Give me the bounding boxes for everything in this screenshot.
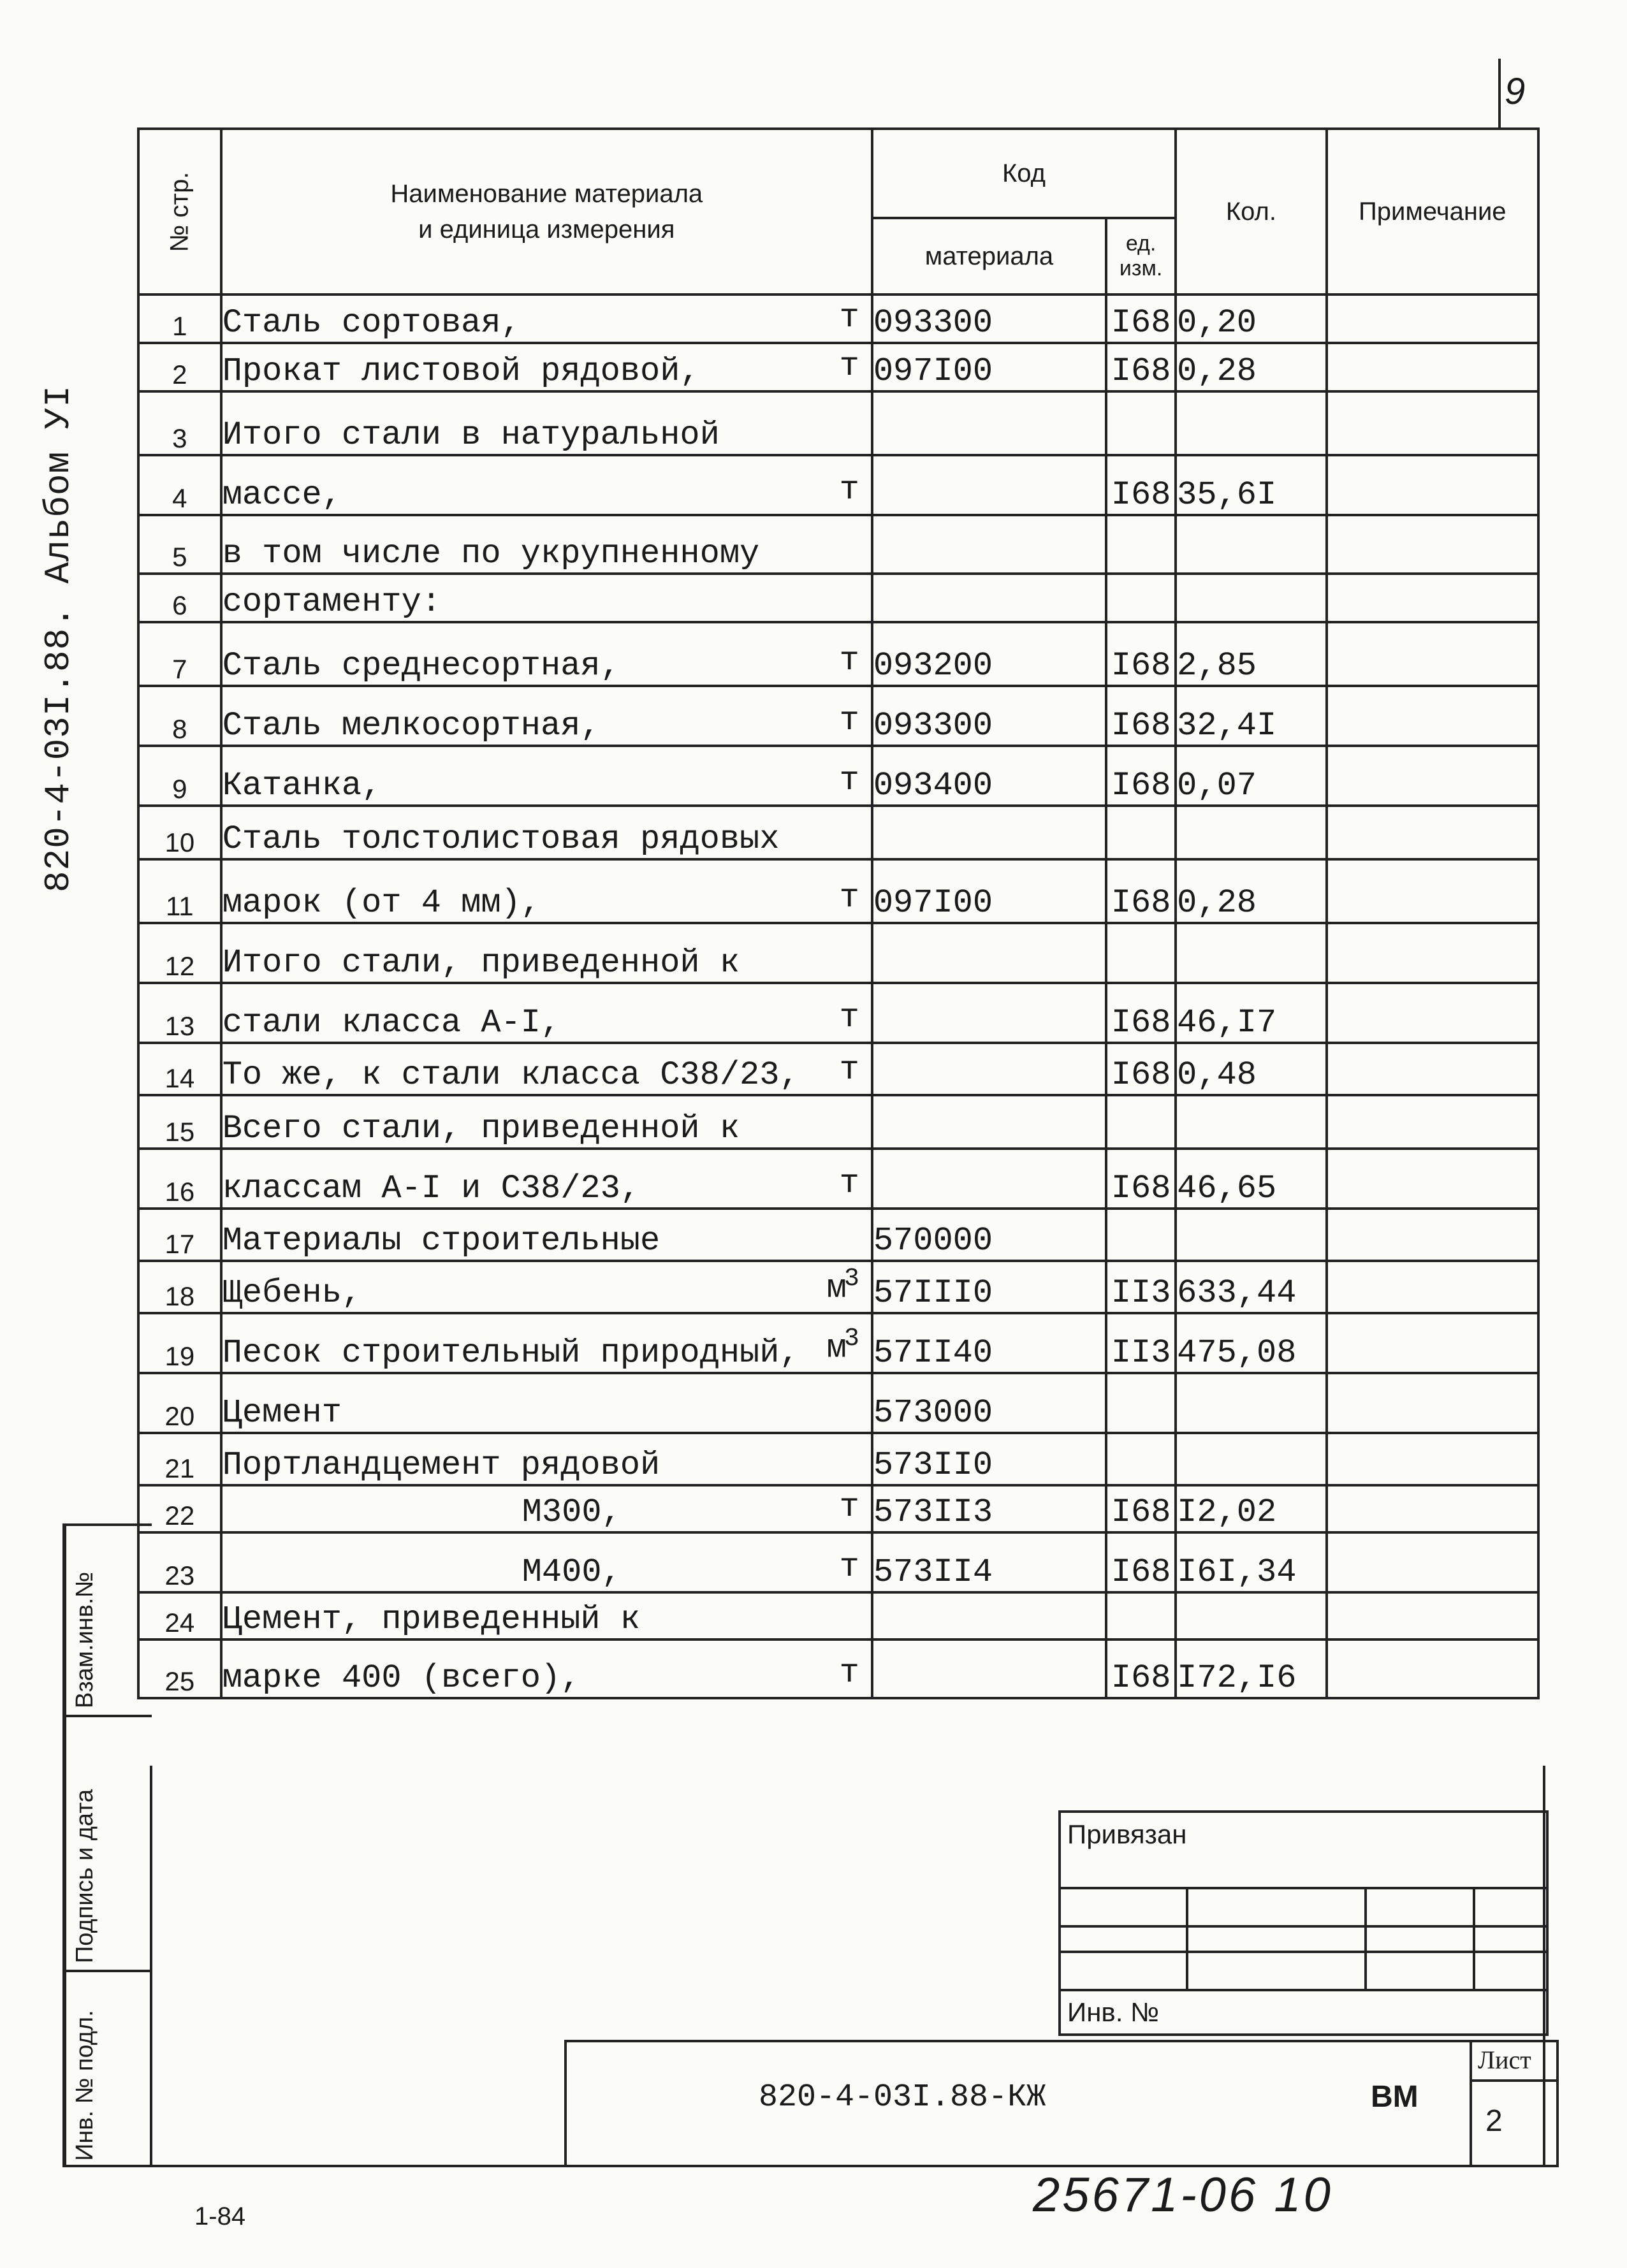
unit-code: I68 <box>1106 455 1176 515</box>
material-name <box>221 574 872 622</box>
privyazan-label: Привязан <box>1060 1812 1547 1888</box>
unit-code: I68 <box>1106 686 1176 746</box>
material-name-text: Портландцемент рядовой <box>222 1446 660 1484</box>
unit-code <box>1106 1373 1176 1433</box>
stamp-inv-podl: Инв. № подл. <box>71 2010 98 2161</box>
material-name-text: Итого стали, приведенной к <box>222 944 740 982</box>
material-name <box>221 622 872 686</box>
row-number: 23 <box>138 1532 221 1592</box>
quantity: I72,I6 <box>1176 1639 1326 1698</box>
quantity: 475,08 <box>1176 1313 1326 1373</box>
unit-symbol <box>840 471 859 509</box>
material-name-text: классам А-I и С38/23, <box>222 1170 641 1207</box>
document-type: ВМ <box>1371 2080 1419 2114</box>
material-code <box>872 1149 1106 1209</box>
note <box>1327 574 1538 622</box>
row-number: 22 <box>138 1485 221 1532</box>
material-name-text: Сталь толстолистовая рядовых <box>222 820 780 858</box>
material-code: 093300 <box>872 294 1106 343</box>
material-name-text: Песок строительный природный, <box>222 1334 799 1372</box>
table-row <box>138 746 1538 806</box>
material-name-text: Цемент, приведенный к <box>222 1601 641 1638</box>
material-name <box>221 1532 872 1592</box>
sheet-divider <box>1470 2079 1559 2082</box>
row-number: 15 <box>138 1095 221 1149</box>
material-name-text: Итого стали в натуральной <box>222 416 720 454</box>
unit-code: I68 <box>1106 1043 1176 1095</box>
note <box>1327 1592 1538 1639</box>
header-quantity: Кол. <box>1176 129 1326 294</box>
row-number: 19 <box>138 1313 221 1373</box>
unit-code: II3 <box>1106 1313 1176 1373</box>
unit-code: II3 <box>1106 1261 1176 1313</box>
quantity <box>1176 1373 1326 1433</box>
note <box>1327 391 1538 455</box>
material-name <box>221 455 872 515</box>
row-number: 4 <box>138 455 221 515</box>
quantity <box>1176 1592 1326 1639</box>
material-name <box>221 294 872 343</box>
quantity <box>1176 391 1326 455</box>
table-row <box>138 1149 1538 1209</box>
note <box>1327 455 1538 515</box>
unit-code: I68 <box>1106 622 1176 686</box>
form-code: 1-84 <box>194 2202 246 2230</box>
note <box>1327 1532 1538 1592</box>
material-code <box>872 574 1106 622</box>
note <box>1327 1373 1538 1433</box>
row-number: 3 <box>138 391 221 455</box>
material-name <box>221 1149 872 1209</box>
row-number: 9 <box>138 746 221 806</box>
material-name-text: Материалы строительные <box>222 1222 660 1260</box>
unit-code <box>1106 923 1176 983</box>
row-number: 21 <box>138 1433 221 1485</box>
quantity <box>1176 574 1326 622</box>
material-name <box>221 859 872 923</box>
note <box>1327 923 1538 983</box>
unit-code: I68 <box>1106 859 1176 923</box>
table-row <box>138 1095 1538 1149</box>
table-row <box>138 1313 1538 1373</box>
row-number: 18 <box>138 1261 221 1313</box>
material-name <box>221 1433 872 1485</box>
note <box>1327 1485 1538 1532</box>
unit-symbol <box>840 1488 859 1526</box>
row-number: 12 <box>138 923 221 983</box>
note <box>1327 294 1538 343</box>
unit-code: I68 <box>1106 1149 1176 1209</box>
material-name <box>221 1313 872 1373</box>
unit-symbol <box>840 762 859 799</box>
material-code <box>872 1043 1106 1095</box>
material-code <box>872 515 1106 574</box>
quantity: 2,85 <box>1176 622 1326 686</box>
stamp-divider <box>62 1715 152 1717</box>
quantity: 0,28 <box>1176 343 1326 391</box>
table-row <box>138 515 1538 574</box>
row-number: 1 <box>138 294 221 343</box>
unit-symbol-text: т <box>839 702 859 739</box>
note <box>1327 1095 1538 1149</box>
material-name <box>221 391 872 455</box>
note <box>1327 515 1538 574</box>
quantity <box>1176 1209 1326 1261</box>
tb-cell <box>1474 1926 1547 1952</box>
table-row <box>138 391 1538 455</box>
header-code: Код <box>872 129 1176 218</box>
sheet-label: Лист <box>1478 2046 1531 2074</box>
header-unit-code: ед. изм. <box>1106 218 1176 294</box>
quantity: 0,20 <box>1176 294 1326 343</box>
material-name <box>221 1043 872 1095</box>
tb-cell <box>1474 1952 1547 1990</box>
table-row <box>138 983 1538 1043</box>
quantity: 0,28 <box>1176 859 1326 923</box>
header-material-code: материала <box>872 218 1106 294</box>
note <box>1327 746 1538 806</box>
document-code: 820-4-03I.88-КЖ <box>759 2079 1046 2116</box>
note <box>1327 859 1538 923</box>
unit-superscript: 3 <box>843 1324 859 1353</box>
material-code <box>872 806 1106 859</box>
unit-code <box>1106 515 1176 574</box>
table-row <box>138 622 1538 686</box>
material-name-text: массе, <box>222 476 342 514</box>
tb-cell <box>1187 1926 1366 1952</box>
page-number: 9 <box>1505 71 1526 112</box>
table-row <box>138 859 1538 923</box>
unit-symbol-text: м <box>826 1269 847 1307</box>
tb-cell <box>1187 1952 1366 1990</box>
unit-symbol-text: т <box>839 762 859 799</box>
frame-left-line <box>150 1766 152 2167</box>
header-note: Примечание <box>1327 129 1538 294</box>
note <box>1327 343 1538 391</box>
header-material-name: Наименование материала и единица измерения <box>221 129 872 294</box>
stamp-divider <box>62 2165 152 2167</box>
material-code <box>872 455 1106 515</box>
tb-cell <box>1474 1888 1547 1926</box>
unit-code: I68 <box>1106 1639 1176 1698</box>
quantity <box>1176 1095 1326 1149</box>
row-number: 14 <box>138 1043 221 1095</box>
stamp-column-border <box>62 1523 66 2167</box>
table-row <box>138 1209 1538 1261</box>
table-row <box>138 686 1538 746</box>
row-number: 11 <box>138 859 221 923</box>
note <box>1327 1149 1538 1209</box>
unit-code: I68 <box>1106 1532 1176 1592</box>
table-row <box>138 574 1538 622</box>
material-code: 093200 <box>872 622 1106 686</box>
unit-symbol-text: т <box>839 347 859 385</box>
unit-code <box>1106 1209 1176 1261</box>
tb-cell <box>1060 1952 1187 1990</box>
unit-symbol-text: т <box>839 1051 859 1089</box>
unit-code: I68 <box>1106 746 1176 806</box>
row-number: 16 <box>138 1149 221 1209</box>
unit-symbol-text: т <box>839 1488 859 1526</box>
note <box>1327 983 1538 1043</box>
unit-code <box>1106 574 1176 622</box>
unit-symbol <box>827 1325 859 1367</box>
row-number: 10 <box>138 806 221 859</box>
tb-cell <box>1060 1926 1187 1952</box>
table-row <box>138 1485 1538 1532</box>
material-code <box>872 1095 1106 1149</box>
material-code: 573000 <box>872 1373 1106 1433</box>
material-name-text: в том числе по укрупненному <box>222 535 760 572</box>
header-row-number: № стр. <box>138 129 221 294</box>
tb-cell <box>1366 1952 1474 1990</box>
quantity <box>1176 923 1326 983</box>
material-name <box>221 1261 872 1313</box>
material-name-text: М400, <box>522 1553 622 1591</box>
material-code: 57III0 <box>872 1261 1106 1313</box>
material-code <box>872 923 1106 983</box>
material-code <box>872 1592 1106 1639</box>
stamp-vzam-inv: Взам.инв.№ <box>71 1571 98 1708</box>
table-row <box>138 1261 1538 1313</box>
unit-code: I68 <box>1106 294 1176 343</box>
inv-no-label: Инв. № <box>1060 1990 1547 2035</box>
unit-code <box>1106 1433 1176 1485</box>
unit-symbol-text: т <box>839 1165 859 1202</box>
material-name <box>221 1592 872 1639</box>
material-name-text: То же, к стали класса С38/23, <box>222 1056 799 1094</box>
material-name <box>221 1209 872 1261</box>
quantity: 35,6I <box>1176 455 1326 515</box>
table-row <box>138 1433 1538 1485</box>
quantity: 46,65 <box>1176 1149 1326 1209</box>
unit-code: I68 <box>1106 1485 1176 1532</box>
unit-code <box>1106 1095 1176 1149</box>
quantity: I2,02 <box>1176 1485 1326 1532</box>
material-name-text: Щебень, <box>222 1274 362 1312</box>
unit-code <box>1106 806 1176 859</box>
material-name-text: Сталь сортовая, <box>222 304 521 342</box>
material-name <box>221 746 872 806</box>
table-row <box>138 1639 1538 1698</box>
material-name <box>221 515 872 574</box>
material-name <box>221 343 872 391</box>
material-code: 57II40 <box>872 1313 1106 1373</box>
material-name <box>221 686 872 746</box>
material-name <box>221 806 872 859</box>
quantity: I6I,34 <box>1176 1532 1326 1592</box>
table-row <box>138 1043 1538 1095</box>
note <box>1327 1209 1538 1261</box>
material-name-text: М300, <box>522 1494 622 1531</box>
quantity: 46,I7 <box>1176 983 1326 1043</box>
material-name-text: Сталь мелкосортная, <box>222 707 601 745</box>
material-name-text: Катанка, <box>222 767 382 804</box>
material-code: 097I00 <box>872 343 1106 391</box>
table-row <box>138 1373 1538 1433</box>
stamp-signature-date: Подпись и дата <box>71 1789 98 1963</box>
row-number: 5 <box>138 515 221 574</box>
material-code <box>872 1639 1106 1698</box>
sheet-number: 2 <box>1485 2104 1503 2138</box>
quantity: 32,4I <box>1176 686 1326 746</box>
unit-symbol <box>840 1548 859 1586</box>
material-code <box>872 391 1106 455</box>
quantity: 0,48 <box>1176 1043 1326 1095</box>
tb-cell <box>1366 1926 1474 1952</box>
material-name-text: Цемент <box>222 1394 342 1432</box>
note <box>1327 1639 1538 1698</box>
material-code <box>872 983 1106 1043</box>
unit-symbol-text: т <box>839 471 859 509</box>
row-number: 17 <box>138 1209 221 1261</box>
table-row <box>138 343 1538 391</box>
materials-table <box>137 127 1540 1699</box>
unit-symbol <box>840 299 859 337</box>
quantity <box>1176 1433 1326 1485</box>
handwritten-code: 25671-06 10 <box>1033 2168 1333 2222</box>
unit-symbol-text: т <box>839 1654 859 1692</box>
material-name-text: марке 400 (всего), <box>222 1659 581 1697</box>
material-code: 573II4 <box>872 1532 1106 1592</box>
unit-symbol-text: м <box>826 1329 847 1367</box>
table-row <box>138 1532 1538 1592</box>
row-number: 7 <box>138 622 221 686</box>
material-name <box>221 983 872 1043</box>
row-number: 2 <box>138 343 221 391</box>
quantity <box>1176 806 1326 859</box>
unit-symbol <box>840 642 859 680</box>
material-code: 097I00 <box>872 859 1106 923</box>
material-code: 573II3 <box>872 1485 1106 1532</box>
unit-symbol <box>840 999 859 1036</box>
unit-symbol-text: т <box>839 299 859 337</box>
unit-code: I68 <box>1106 343 1176 391</box>
material-name-text: Прокат листовой рядовой, <box>222 353 700 390</box>
unit-superscript: 3 <box>843 1264 859 1293</box>
quantity: 0,07 <box>1176 746 1326 806</box>
material-name-text: марок (от 4 мм), <box>222 884 541 922</box>
tb-cell <box>1187 1888 1366 1926</box>
material-code: 570000 <box>872 1209 1106 1261</box>
tb-cell <box>1060 1888 1187 1926</box>
unit-symbol-text: т <box>839 642 859 680</box>
unit-symbol-text: т <box>839 999 859 1036</box>
table-row <box>138 806 1538 859</box>
quantity: 633,44 <box>1176 1261 1326 1313</box>
table-row <box>138 455 1538 515</box>
title-block <box>1058 1810 1549 2036</box>
material-name <box>221 1095 872 1149</box>
unit-symbol-text: т <box>839 1548 859 1586</box>
stamp-divider <box>62 1970 152 1972</box>
note <box>1327 1043 1538 1095</box>
unit-code <box>1106 391 1176 455</box>
row-number: 25 <box>138 1639 221 1698</box>
note <box>1327 1433 1538 1485</box>
material-code: 093300 <box>872 686 1106 746</box>
material-name <box>221 1639 872 1698</box>
table-row <box>138 923 1538 983</box>
stamp-divider <box>62 1523 152 1526</box>
note <box>1327 806 1538 859</box>
material-code: 093400 <box>872 746 1106 806</box>
note <box>1327 686 1538 746</box>
unit-symbol <box>840 1051 859 1089</box>
material-name-text: стали класса А-I, <box>222 1004 561 1042</box>
table-row <box>138 294 1538 343</box>
table-row <box>138 1592 1538 1639</box>
unit-symbol <box>840 879 859 917</box>
material-name <box>221 1485 872 1532</box>
material-name <box>221 923 872 983</box>
album-title: 820-4-03I.88. Альбом УI <box>38 385 79 892</box>
row-number: 8 <box>138 686 221 746</box>
material-name <box>221 1373 872 1433</box>
material-code: 573II0 <box>872 1433 1106 1485</box>
row-number: 24 <box>138 1592 221 1639</box>
unit-code: I68 <box>1106 983 1176 1043</box>
unit-symbol <box>840 1165 859 1202</box>
unit-symbol <box>827 1265 859 1307</box>
row-number: 6 <box>138 574 221 622</box>
material-name-text: сортаменту: <box>222 583 441 621</box>
material-name-text: Всего стали, приведенной к <box>222 1110 740 1147</box>
tb-cell <box>1366 1888 1474 1926</box>
note <box>1327 622 1538 686</box>
unit-code <box>1106 1592 1176 1639</box>
material-name-text: Сталь среднесортная, <box>222 647 620 685</box>
quantity <box>1176 515 1326 574</box>
unit-symbol-text: т <box>839 879 859 917</box>
unit-symbol <box>840 702 859 739</box>
unit-symbol <box>840 347 859 385</box>
page-number-divider <box>1498 59 1501 129</box>
note <box>1327 1261 1538 1313</box>
row-number: 13 <box>138 983 221 1043</box>
note <box>1327 1313 1538 1373</box>
row-number: 20 <box>138 1373 221 1433</box>
unit-symbol <box>840 1654 859 1692</box>
